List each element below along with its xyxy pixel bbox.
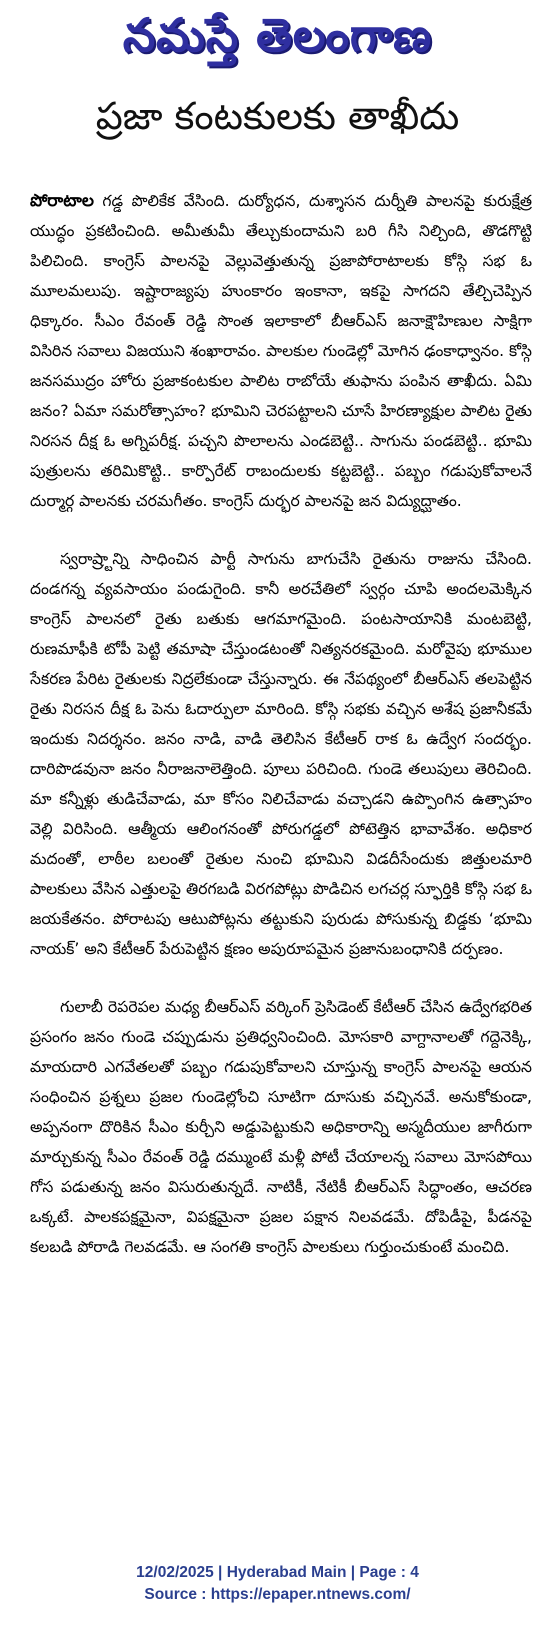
article-paragraph-2: స్వరాష్ర్టాన్ని సాధించిన పార్టీ సాగును బాగుచేసి రైతును రాజును చేసింది. దండగన్న వ్యవసాయం పండుగైంది. కానీ అరచేతిలో స్వర్గం చూపి అందలమెక్కిన కాంగ్రెస్ పాలనలో రైతు బతుకు ఆగమాగమైంది. పంటసాయానికి మంటబెట్టి, రుణమాఫీకి టోపీ పెట్టి తమాషా చేస్తుండటంతో నిత్యనరకమైంది. మరోవైపు భూముల సేకరణ పేరిట రైతులకు నిద్రలేకుండా చేస్తున్నారు. ఈ నేపథ్యంలో బీఆర్ఎస్ తలపెట్టిన రైతు నిరసన దీక్ష ఓ పెను ఓదార్పులా మారింది. కోస్గి సభకు వచ్చిన అశేష ప్రజానీకమే ఇందుకు నిదర్శనం. జనం నాడి, వాడి తెలిసిన కేటీఆర్ రాక ఓ ఉద్వేగ సందర్భం. దారిపొడవునా జనం నీరాజనాలెత్తింది. పూలు పరిచింది. గుండె తలుపులు తెరిచింది. మా కన్నీళ్లు తుడిచేవాడు, మా కోసం నిలిచేవాడు వచ్చాడని ఉప్పొంగిన ఉత్సాహం వెల్లి విరిసింది. ఆత్మీయ ఆలింగనంతో పోరుగడ్డలో పోటెత్తిన భావావేశం. అధికార మదంతో, లాఠీల బలంతో రైతుల నుంచి భూమిని విడదీసేందుకు జిత్తులమారి పాలకులు వేసిన ఎత్తులపై తిరగబడి విరగపోట్లు పొడిచిన లగచర్ల స్ఫూర్తికి కోస్గి సభ ఓ జయకేతనం. పోరాటపు ఆటుపోట్లను తట్టుకుని పురుడు పోసుకున్న బిడ్డకు ‘భూమి నాయక్’ అని కేటీఆర్ పేరుపెట్టిన క్షణం అపురూపమైన ప్రజానుబంధానికి దర్పణం. bbox=[30, 550, 532, 958]
masthead bbox=[0, 6, 555, 76]
footer bbox=[0, 1562, 555, 1606]
article-paragraph-1 bbox=[30, 186, 532, 516]
footer-edition-line: 12/02/2025 | Hyderabad Main | Page : 4 bbox=[136, 1564, 419, 1581]
footer-source-line: Source : https://epaper.ntnews.com/ bbox=[144, 1586, 411, 1603]
headline bbox=[0, 92, 555, 150]
article-paragraph-3: గులాబీ రెపరెపల మధ్య బీఆర్ఎస్ వర్కింగ్ ప్రెసిడెంట్ కేటీఆర్ చేసిన ఉద్వేగభరిత ప్రసంగం జనం గుండె చప్పుడును ప్రతిధ్వనించింది. మోసకారి వాగ్దానాలతో గద్దెనెక్కి, మాయదారి ఎగవేతలతో పబ్బం గడుపుకోవాలని చూస్తున్న కాంగ్రెస్ పాలనపై ఆయన సంధించిన ప్రశ్నలు ప్రజల గుండెల్లోంచి సూటిగా దూసుకు వచ్చినవే. అనుకోకుండా, అప్పనంగా దొరికిన సీఎం కుర్చీని అడ్డుపెట్టుకుని అధికారాన్ని అస్మదీయుల జాగీరుగా మార్చుకున్న సీఎం రేవంత్ రెడ్డి దమ్ముంటే మళ్లీ పోటీ చేయాలన్న సవాలు మోసపోయి గోస పడుతున్న జనం విసురుతున్నదే. నాటికీ, నేటికీ బీఆర్ఎస్ సిద్ధాంతం, ఆచరణ ఒక్కటే. పాలకపక్షమైనా, విపక్షమైనా ప్రజల పక్షాన నిలవడమే. దోపిడీపై, పీడనపై కలబడి పోరాడి గెలవడమే. ఆ సంగతి కాంగ్రెస్ పాలకులు గుర్తుంచుకుంటే మంచిది. bbox=[30, 998, 532, 1256]
headline-text: ప్రజా కంటకులకు తాఖీదు bbox=[95, 94, 460, 138]
lead-word: పోరాటాల bbox=[30, 191, 94, 211]
paragraph-1-text: గడ్డ పొలికేక వేసింది. దుర్యోధన, దుశ్శాసన దుర్నీతి పాలనపై కురుక్షేత్ర యుద్ధం ప్రకటించింది. అమీతుమీ తేల్చుకుందామని బరి గీసి నిల్చింది, తొడగొట్టి పిలిచింది. కాంగ్రెస్ పాలనపై వెల్లువెత్తుతున్న ప్రజాపోరాటాలకు కోస్గి సభ ఓ మూలమలుపు. ఇష్టారాజ్యపు హుంకారం ఇంకానా, ఇకపై సాగదని తేల్చిచెప్పిన ధిక్కారం. సీఎం రేవంత్ రెడ్డి సొంత ఇలాకాలో బీఆర్ఎస్ జనాక్షౌహిణుల సాక్షిగా విసిరిన సవాలు విజయుని శంఖారావం. పాలకుల గుండెల్లో మోగిన ఢంకాధ్వానం. కోస్గి జనసముద్రం హోరు ప్రజాకంటకుల పాలిట రాబోయే తుఫాను పంపిన తాఖీదు. ఏమి జనం? ఏమా సమరోత్సాహం? భూమిని చెరపట్టాలని చూసే హిరణ్యాక్షుల పాలిట రైతు నిరసన దీక్ష ఓ అగ్నిపరీక్ష. పచ్చని పొలాలను ఎండబెట్టి.. సాగును పండబెట్టి.. భూమి పుత్రులను తరిమికొట్టి.. కార్పొరేట్ రాబందులకు కట్టబెట్టి.. పబ్బం గడుపుకోవాలనే దుర్మార్గ పాలనకు చరమగీతం. కాంగ్రెస్ దుర్భర పాలనపై జన విద్యుద్ఘాతం. bbox=[30, 192, 532, 510]
article-body bbox=[30, 186, 532, 1262]
masthead-title: నమస్తే తెలంగాణ bbox=[122, 8, 433, 62]
